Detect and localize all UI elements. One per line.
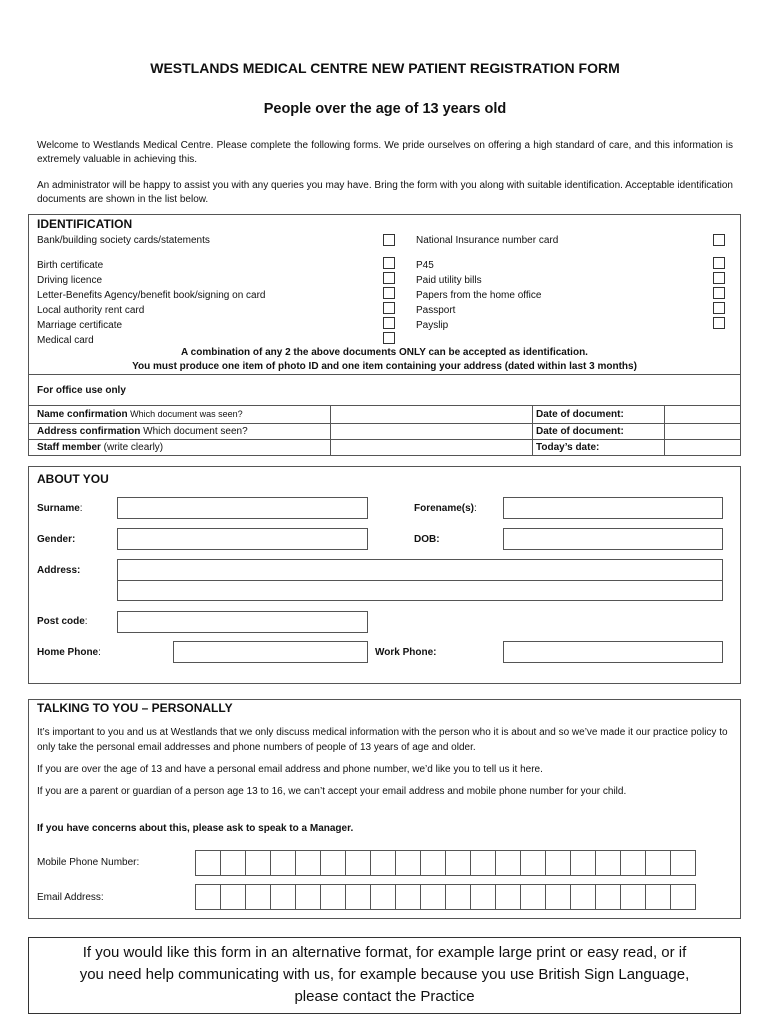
- surname-input[interactable]: [117, 497, 368, 519]
- checkbox-home-office-papers[interactable]: [713, 287, 725, 299]
- footer-line-2: you need help communicating with us, for example because you use British Sign Language,: [79, 966, 690, 983]
- talking-header: TALKING TO YOU – PERSONALLY: [37, 701, 233, 715]
- office-use-header: For office use only: [37, 385, 126, 396]
- home-phone-label: [37, 647, 101, 658]
- intro-paragraph-2: An administrator will be happy to assist you with any queries you may have. Bring the form with you along with suitable identification. Acceptable identification documents are shown in the list below.: [37, 180, 733, 205]
- office-staff-input[interactable]: [331, 440, 531, 455]
- id-left-list: [37, 258, 265, 348]
- forename-input[interactable]: [503, 497, 723, 519]
- id-item-passport: Passport: [416, 305, 456, 316]
- email-label: Email Address:: [37, 892, 104, 903]
- char-cell[interactable]: [295, 850, 321, 876]
- char-cell[interactable]: [520, 850, 546, 876]
- id-item-home-office-papers: Papers from the home office: [416, 290, 542, 301]
- char-cell[interactable]: [345, 850, 371, 876]
- email-input-grid[interactable]: [195, 884, 696, 910]
- checkbox-marriage-certificate[interactable]: [383, 317, 395, 329]
- char-cell[interactable]: [670, 850, 696, 876]
- char-cell[interactable]: [445, 884, 471, 910]
- office-row-name-confirmation: [37, 409, 243, 420]
- postcode-label-text: Post code: [37, 616, 85, 627]
- address-input-line-2[interactable]: [117, 580, 723, 601]
- char-cell[interactable]: [595, 884, 621, 910]
- divider: [532, 405, 533, 456]
- char-cell[interactable]: [195, 884, 221, 910]
- gender-input[interactable]: [117, 528, 368, 550]
- char-cell[interactable]: [420, 884, 446, 910]
- id-item-benefits-letter: Letter-Benefits Agency/benefit book/signing on card: [37, 290, 266, 301]
- office-date-input-1[interactable]: [665, 406, 740, 423]
- talking-paragraph-2: If you are over the age of 13 and have a personal email address and phone number, we’d like you to tell us it here.: [37, 764, 543, 775]
- office-date-input-3[interactable]: [665, 440, 740, 455]
- office-date-input-2[interactable]: [665, 424, 740, 439]
- id-note-combination: A combination of any 2 the above documents ONLY can be accepted as identification.: [181, 347, 588, 358]
- office-row-label: Staff member: [37, 442, 101, 453]
- char-cell[interactable]: [220, 884, 246, 910]
- char-cell[interactable]: [470, 884, 496, 910]
- home-phone-input[interactable]: [173, 641, 368, 663]
- id-item-birth-certificate: Birth certificate: [37, 260, 104, 271]
- char-cell[interactable]: [570, 850, 596, 876]
- id-item-p45: P45: [416, 260, 434, 271]
- office-todays-date: Today’s date:: [536, 442, 600, 453]
- gender-label: Gender:: [37, 534, 76, 545]
- talking-paragraph-4: If you have concerns about this, please ask to speak to a Manager.: [37, 823, 354, 834]
- checkbox-bank-cards[interactable]: [383, 234, 395, 246]
- checkbox-driving-licence[interactable]: [383, 272, 395, 284]
- colon: :: [98, 647, 101, 658]
- office-row-address-confirmation: [37, 426, 248, 437]
- char-cell[interactable]: [645, 850, 671, 876]
- home-phone-label-text: Home Phone: [37, 647, 99, 658]
- work-phone-input[interactable]: [503, 641, 723, 663]
- id-item-medical-card: Medical card: [37, 335, 94, 346]
- checkbox-benefits-letter[interactable]: [383, 287, 395, 299]
- dob-label: DOB:: [414, 534, 440, 545]
- mobile-input-grid[interactable]: [195, 850, 696, 876]
- colon: :: [84, 616, 88, 627]
- checkbox-medical-card[interactable]: [383, 332, 395, 344]
- char-cell[interactable]: [320, 884, 346, 910]
- talking-paragraph-1: It’s important to you and us at Westlands that we only discuss medical information with the person who it is about and so we’ve made it our practice policy to only take the personal email addresses and phone numbers of people of 13 years of age and older.: [37, 727, 728, 753]
- office-name-doc-input[interactable]: [331, 406, 531, 423]
- char-cell[interactable]: [620, 884, 646, 910]
- char-cell[interactable]: [370, 850, 396, 876]
- id-right-list: [416, 258, 541, 333]
- char-cell[interactable]: [370, 884, 396, 910]
- char-cell[interactable]: [620, 850, 646, 876]
- char-cell[interactable]: [495, 850, 521, 876]
- postcode-input[interactable]: [117, 611, 368, 633]
- char-cell[interactable]: [245, 850, 271, 876]
- char-cell[interactable]: [570, 884, 596, 910]
- id-item-driving-licence: Driving licence: [37, 275, 103, 286]
- char-cell[interactable]: [670, 884, 696, 910]
- char-cell[interactable]: [270, 884, 296, 910]
- office-row-hint: Which document seen?: [140, 426, 248, 437]
- footer-text: [28, 942, 741, 1008]
- id-note-photo-id: You must produce one item of photo ID and one item containing your address (dated within last 3 months): [132, 361, 637, 372]
- checkbox-payslip[interactable]: [713, 317, 725, 329]
- char-cell[interactable]: [320, 850, 346, 876]
- char-cell[interactable]: [345, 884, 371, 910]
- id-item-rent-card: Local authority rent card: [37, 305, 145, 316]
- office-row-label: Address confirmation: [37, 426, 141, 437]
- checkbox-rent-card[interactable]: [383, 302, 395, 314]
- checkbox-birth-certificate[interactable]: [383, 257, 395, 269]
- forename-label: [414, 503, 477, 514]
- id-item-utility-bills: Paid utility bills: [416, 275, 482, 286]
- id-item-ni-card: National Insurance number card: [416, 235, 559, 246]
- form-subtitle: People over the age of 13 years old: [263, 101, 507, 117]
- office-row-label: Name confirmation: [37, 409, 128, 420]
- char-cell[interactable]: [445, 850, 471, 876]
- surname-label: [37, 503, 83, 514]
- char-cell[interactable]: [520, 884, 546, 910]
- checkbox-p45[interactable]: [713, 257, 725, 269]
- char-cell[interactable]: [270, 850, 296, 876]
- char-cell[interactable]: [545, 850, 571, 876]
- address-input-line-1[interactable]: [117, 559, 723, 581]
- colon: :: [474, 503, 477, 514]
- talking-paragraph-3: If you are a parent or guardian of a person age 13 to 16, we can’t accept your email address and mobile phone number for your child.: [37, 786, 627, 797]
- office-date-of-document-2: Date of document:: [536, 426, 624, 437]
- char-cell[interactable]: [420, 850, 446, 876]
- id-item-payslip: Payslip: [416, 320, 449, 331]
- char-cell[interactable]: [295, 884, 321, 910]
- office-row-staff-member: [37, 442, 163, 453]
- footer-line-1: If you would like this form in an alternative format, for example large print or easy read, or if: [82, 944, 687, 961]
- checkbox-passport[interactable]: [713, 302, 725, 314]
- footer-line-3: please contact the Practice: [294, 988, 475, 1005]
- forename-label-text: Forename(s): [414, 503, 475, 514]
- id-item-bank-cards: Bank/building society cards/statements: [37, 235, 210, 246]
- checkbox-utility-bills[interactable]: [713, 272, 725, 284]
- char-cell[interactable]: [195, 850, 221, 876]
- office-row-hint: (write clearly): [100, 442, 164, 453]
- char-cell[interactable]: [395, 850, 421, 876]
- char-cell[interactable]: [395, 884, 421, 910]
- work-phone-label: Work Phone:: [375, 647, 437, 658]
- office-row-hint: Which document was seen?: [127, 409, 243, 419]
- form-title: WESTLANDS MEDICAL CENTRE NEW PATIENT REGISTRATION FORM: [150, 60, 620, 76]
- surname-label-text: Surname: [37, 503, 80, 514]
- char-cell[interactable]: [495, 884, 521, 910]
- divider: [28, 374, 741, 375]
- dob-input[interactable]: [503, 528, 723, 550]
- char-cell[interactable]: [645, 884, 671, 910]
- mobile-label: Mobile Phone Number:: [37, 857, 140, 868]
- char-cell[interactable]: [545, 884, 571, 910]
- address-label: Address:: [37, 565, 81, 576]
- char-cell[interactable]: [470, 850, 496, 876]
- office-date-of-document-1: Date of document:: [536, 409, 624, 420]
- checkbox-ni-card[interactable]: [713, 234, 725, 246]
- intro-paragraph-1: Welcome to Westlands Medical Centre. Please complete the following forms. We pride ourselves on offering a high standard of care, and this information is extremely valuable in achieving this.: [37, 140, 733, 165]
- char-cell[interactable]: [245, 884, 271, 910]
- identification-header: IDENTIFICATION: [37, 217, 133, 231]
- office-address-doc-input[interactable]: [331, 424, 531, 439]
- id-item-marriage-certificate: Marriage certificate: [37, 320, 123, 331]
- postcode-label: [37, 616, 88, 627]
- about-you-header: ABOUT YOU: [37, 472, 109, 486]
- char-cell[interactable]: [220, 850, 246, 876]
- colon: :: [79, 503, 83, 514]
- char-cell[interactable]: [595, 850, 621, 876]
